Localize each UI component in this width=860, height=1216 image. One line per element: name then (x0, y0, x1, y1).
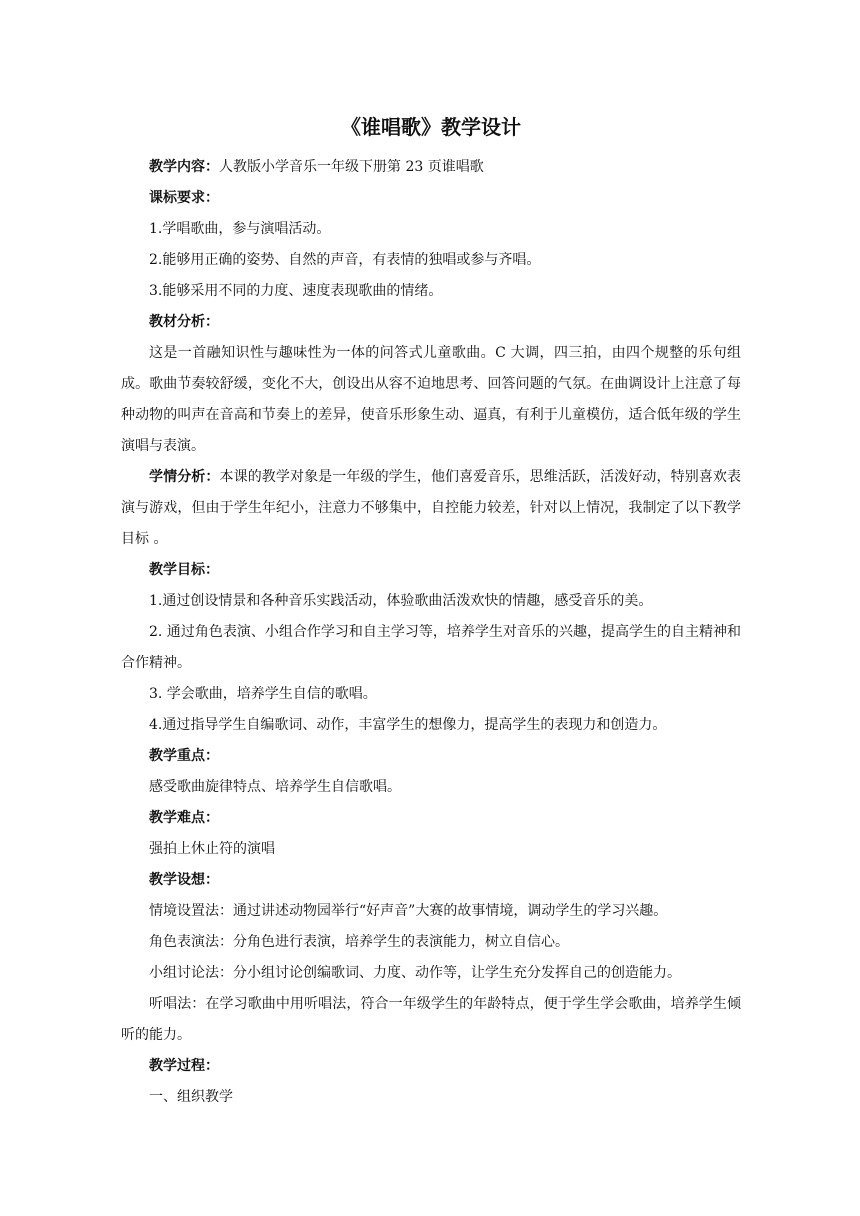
key-points-heading: 教学重点： (149, 748, 219, 764)
document-body (121, 112, 741, 1113)
material-heading: 教材分析： (149, 314, 219, 330)
teaching-content-label: 教学内容： (149, 159, 219, 175)
idea-item: 角色表演法：分角色进行表演，培养学生的表演能力，树立自信心。 (149, 934, 569, 950)
process-heading: 教学过程： (149, 1058, 219, 1074)
process-step: 一、组织教学 (149, 1089, 233, 1105)
student-analysis (121, 462, 741, 555)
difficulties-heading: 教学难点： (149, 810, 219, 826)
goal-item: 3. 学会歌曲，培养学生自信的歌唱。 (149, 686, 377, 702)
material-text: 这是一首融知识性与趣味性为一体的问答式儿童歌曲。C 大调，四三拍，由四个规整的乐句组成。歌曲节奏较舒缓，变化不大，创设出从容不迫地思考、回答问题的气氛。在曲调设计上注意了每种动物的叫声在音高和节奏上的差异，使音乐形象生动、逼真，有利于儿童模仿，适合低年级的学生演唱与表演。 (121, 345, 741, 454)
document-title: 《谁唱歌》教学设计 (341, 115, 521, 139)
teaching-content-text: 人教版小学音乐一年级下册第 23 页谁唱歌 (219, 159, 484, 175)
ideas-heading: 教学设想： (149, 872, 219, 888)
goals-heading: 教学目标： (149, 562, 219, 578)
curriculum-item: 1.学唱歌曲，参与演唱活动。 (149, 221, 331, 237)
idea-item: 听唱法：在学习歌曲中用听唱法，符合一年级学生的年龄特点，便于学生学会歌曲，培养学生倾听的能力。 (121, 996, 741, 1043)
curriculum-item: 2.能够用正确的姿势、自然的声音，有表情的独唱或参与齐唱。 (149, 252, 541, 268)
idea-item: 小组讨论法：分小组讨论创编歌词、力度、动作等，让学生充分发挥自己的创造能力。 (149, 965, 681, 981)
key-points-text: 感受歌曲旋律特点、培养学生自信歌唱。 (149, 779, 401, 795)
goal-item: 4.通过指导学生自编歌词、动作，丰富学生的想像力，提高学生的表现力和创造力。 (149, 717, 667, 733)
teaching-content (121, 152, 741, 183)
curriculum-heading: 课标要求： (149, 190, 219, 206)
idea-item: 情境设置法：通过讲述动物园举行“好声音”大赛的故事情境，调动学生的学习兴趣。 (149, 903, 668, 919)
goal-item: 2. 通过角色表演、小组合作学习和自主学习等，培养学生对音乐的兴趣，提高学生的自主精神和合作精神。 (121, 624, 741, 671)
goal-item: 1.通过创设情景和各种音乐实践活动，体验歌曲活泼欢快的情趣，感受音乐的美。 (149, 593, 653, 609)
difficulties-text: 强拍上休止符的演唱 (149, 841, 275, 857)
curriculum-item: 3.能够采用不同的力度、速度表现歌曲的情绪。 (149, 283, 443, 299)
student-analysis-label: 学情分析： (149, 469, 220, 485)
student-analysis-text: 本课的教学对象是一年级的学生，他们喜爱音乐，思维活跃，活泼好动，特别喜欢表演与游戏，但由于学生年纪小，注意力不够集中，自控能力较差，针对以上情况，我制定了以下教学目标 。 (121, 469, 742, 547)
